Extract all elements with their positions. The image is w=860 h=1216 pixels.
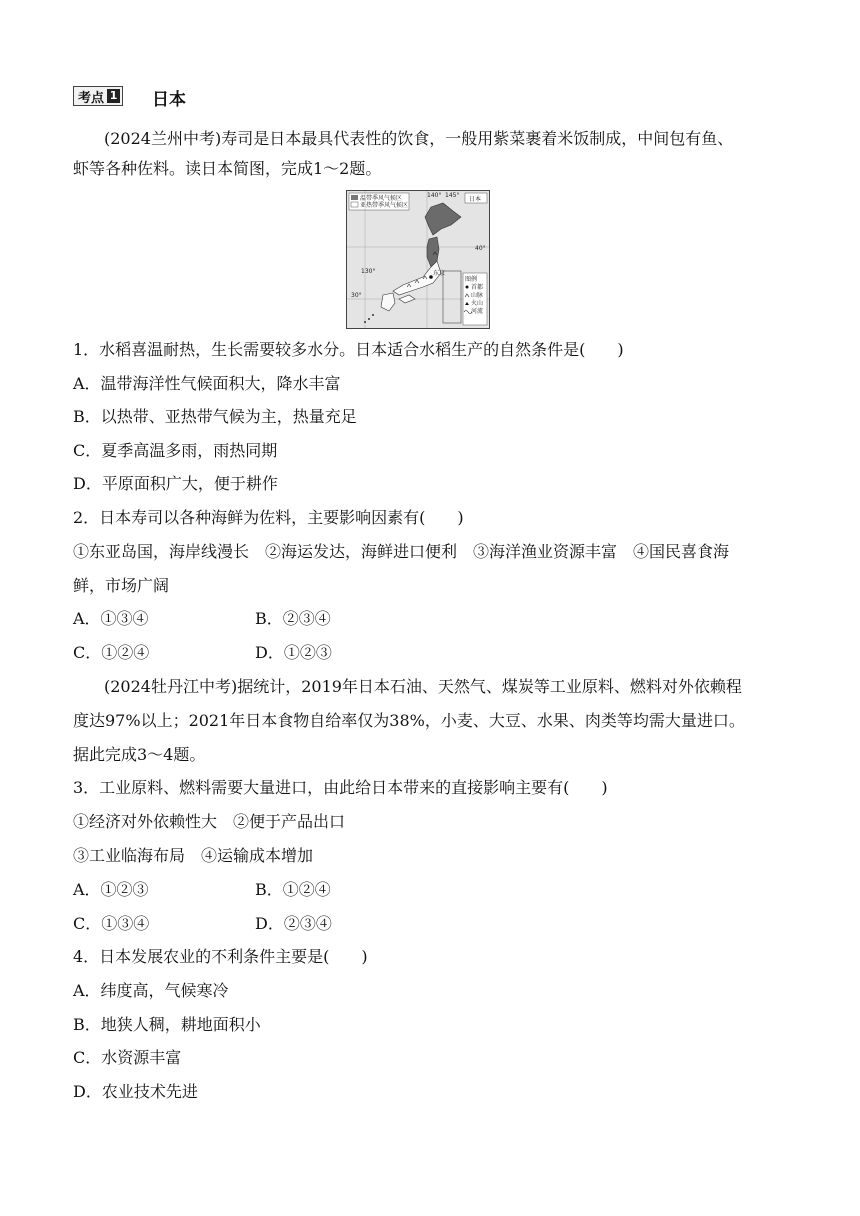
intro1-line1: (2024兰州中考)寿司是日本最具代表性的饮食，一般用紫菜裹着米饭制成，中间包有鱼、 xyxy=(104,129,734,148)
legend-mountain: 山脉 xyxy=(471,292,484,299)
section-title: 日本 xyxy=(152,90,186,110)
q1-option-b: B．以热带、亚热带气候为主，热量充足 xyxy=(73,407,357,426)
legend-title: 图例 xyxy=(465,276,478,283)
q3-option-c: C．①③④ xyxy=(73,914,150,933)
lat-label-30: 30° xyxy=(351,292,362,299)
q3-option-b: B．①②④ xyxy=(255,880,331,899)
q3-stem: 3．工业原料、燃料需要大量进口，由此给日本带来的直接影响主要有( ) xyxy=(73,778,608,797)
q3-items-line1: ①经济对外依赖性大 ②便于产品出口 xyxy=(73,812,346,831)
lon-label-140: 140° xyxy=(427,192,442,199)
legend-zone-temperate: 温带季风气候区 xyxy=(360,195,403,202)
section-badge-label: 考点 xyxy=(78,90,105,106)
section-badge xyxy=(73,86,123,106)
q2-stem: 2．日本寿司以各种海鲜为佐料，主要影响因素有( ) xyxy=(73,508,464,527)
q4-option-c: C．水资源丰富 xyxy=(73,1048,182,1067)
q2-option-d: D．①②③ xyxy=(255,643,332,662)
q4-stem: 4．日本发展农业的不利条件主要是( ) xyxy=(73,947,368,966)
legend-zone-subtropical: 亚热带季风气候区 xyxy=(360,202,409,209)
legend-river: 河流 xyxy=(471,308,484,315)
q1-option-a: A．温带海洋性气候面积大，降水丰富 xyxy=(73,374,341,393)
lon-label-130: 130° xyxy=(361,268,376,275)
q1-option-d: D．平原面积广大，便于耕作 xyxy=(73,474,278,493)
q2-option-a: A．①③④ xyxy=(73,609,149,628)
intro2-line1: (2024牡丹江中考)据统计，2019年日本石油、天然气、煤炭等工业原料、燃料对外依赖程 xyxy=(104,677,742,696)
section-badge-number: 1 xyxy=(107,89,120,103)
q4-option-b: B．地狭人稠，耕地面积小 xyxy=(73,1015,261,1034)
q2-items-line1: ①东亚岛国，海岸线漫长 ②海运发达，海鲜进口便利 ③海洋渔业资源丰富 ④国民喜食海 xyxy=(73,542,730,561)
q3-option-d: D．②③④ xyxy=(255,914,332,933)
q3-option-a: A．①②③ xyxy=(73,880,149,899)
city-label-tokyo: 东京 xyxy=(433,270,446,277)
japan-map xyxy=(346,190,490,329)
intro2-line3: 据此完成3～4题。 xyxy=(73,745,206,764)
intro2-line2: 度达97%以上；2021年日本食物自给率仅为38%，小麦、大豆、水果、肉类等均需大量进口。 xyxy=(73,711,745,730)
q1-stem: 1．水稻喜温耐热，生长需要较多水分。日本适合水稻生产的自然条件是( ) xyxy=(73,340,624,359)
legend-volcano: 火山 xyxy=(471,300,484,307)
lat-label-40: 40° xyxy=(475,245,486,252)
q1-option-c: C．夏季高温多雨，雨热同期 xyxy=(73,441,278,460)
map-title: 日本 xyxy=(469,196,482,203)
q2-option-c: C．①②④ xyxy=(73,643,150,662)
q2-items-line2: 鲜，市场广阔 xyxy=(73,576,170,595)
legend-capital: 首都 xyxy=(471,284,484,291)
q4-option-d: D．农业技术先进 xyxy=(73,1082,198,1101)
q3-items-line2: ③工业临海布局 ④运输成本增加 xyxy=(73,846,314,865)
intro1-line2: 虾等各种佐料。读日本简图，完成1～2题。 xyxy=(73,159,382,178)
q2-option-b: B．②③④ xyxy=(255,609,331,628)
q4-option-a: A．纬度高，气候寒冷 xyxy=(73,981,229,1000)
lon-label-145: 145° xyxy=(445,192,460,199)
